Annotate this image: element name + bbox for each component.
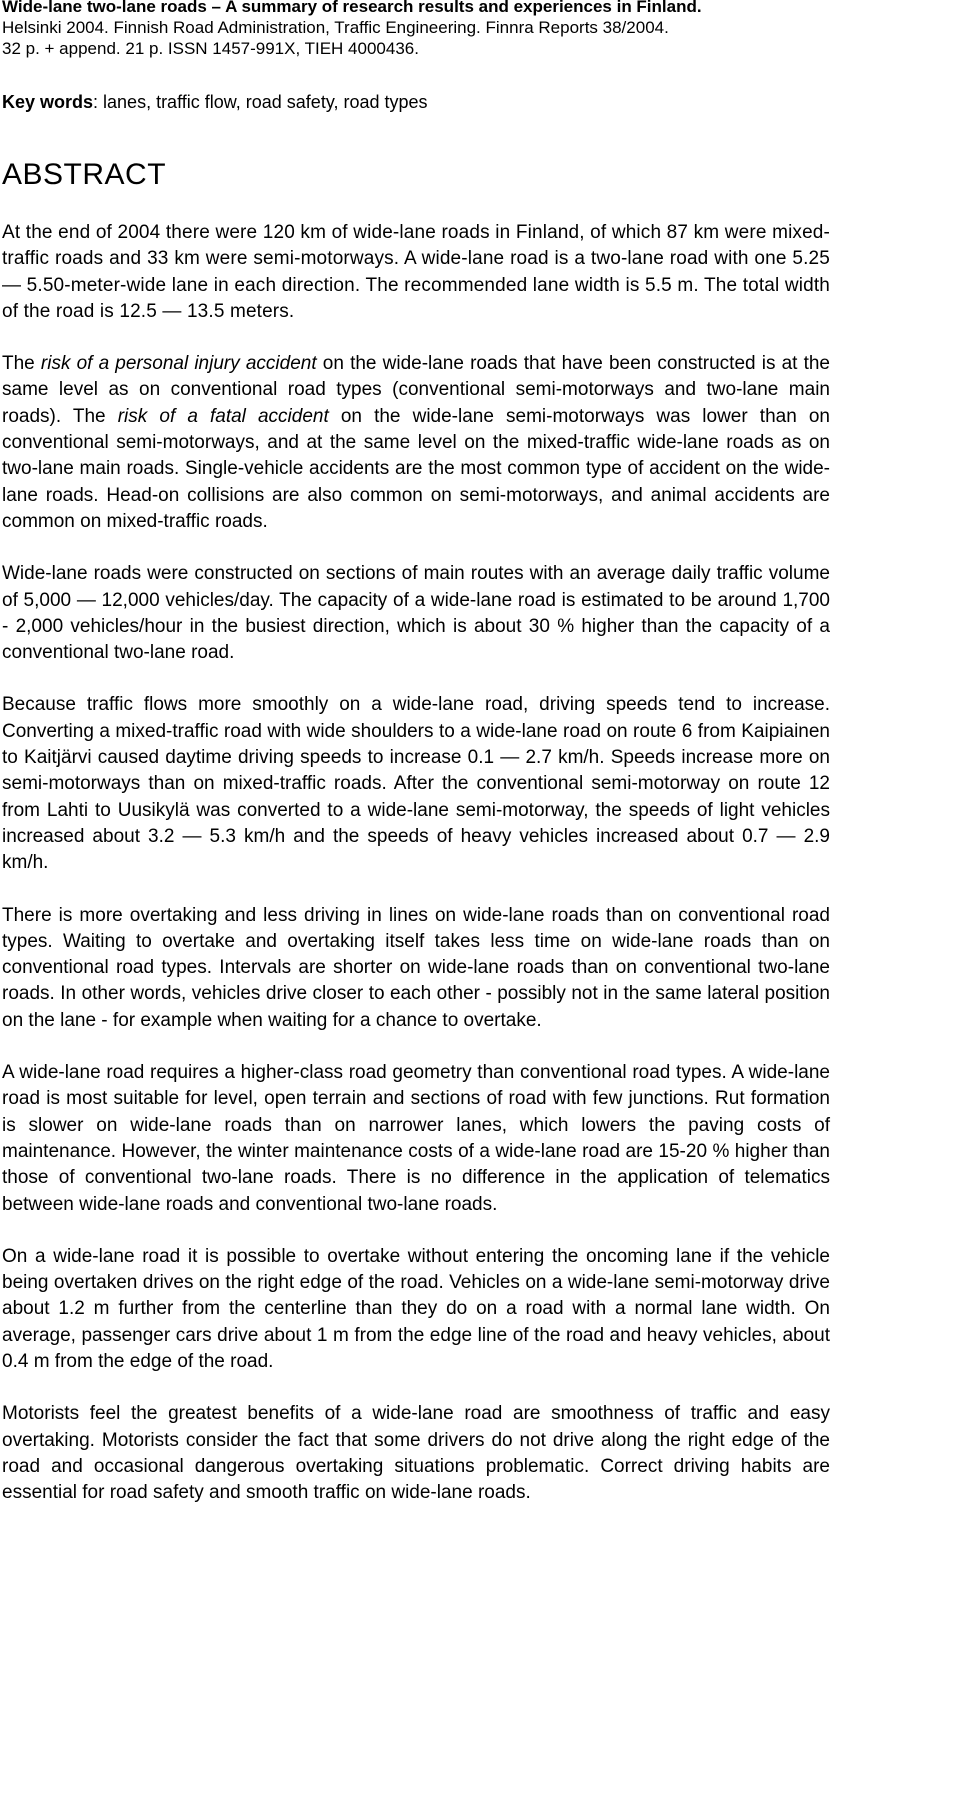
paragraph-traffic-capacity: Wide-lane roads were constructed on sections of main routes with an average daily traffic volume of 5,000 — 12,000 vehicles/day. The capacity of a wide-lane road is estimated to be around 1,700 - 2,000 vehicles/hour in the busiest direction, which is about 30 % higher than the capacity of a conventional two-lane road. <box>2 563 830 664</box>
publication-identifiers: 32 p. + append. 21 p. ISSN 1457-991X, TIEH 4000436. <box>2 39 419 58</box>
keywords-label: Key words <box>2 92 94 112</box>
keywords-list: : lanes, traffic flow, road safety, road types <box>93 92 428 112</box>
emphasis-injury-risk: risk of a personal injury accident <box>40 353 317 375</box>
paragraph-motorist-opinions: Motorists feel the greatest benefits of a wide-lane road are smoothness of traffic and easy overtaking. Motorists consider the fact that some drivers do not drive along the right edge of the road and occasional dangerous overtaking situations problematic. Correct driving habits are essential for road safety and smooth traffic on wide-lane roads. <box>2 1403 830 1504</box>
text-segment: on the wide-lane semi-motorways was lower than on conventional semi-motorways, and at the same level on the mixed-traffic wide-lane roads as on two-lane main roads. Single-vehicle accidents are the most common type of accident on the wide-lane roads. Head-on collisions are also common on semi-motorways, and animal accidents are common on mixed-traffic roads. <box>2 405 830 532</box>
paragraph-road-geometry: A wide-lane road requires a higher-class road geometry than conventional road types. A wide-lane road is most suitable for level, open terrain and sections of road with few junctions. Rut formation is slower on wide-lane roads than on narrower lanes, which lowers the paving costs of maintenance. However, the winter maintenance costs of a wide-lane road are 15-20 % higher than those of conventional two-lane roads. There is no difference in the application of telematics between wide-lane roads and conventional two-lane roads. <box>2 1062 830 1215</box>
paragraph-road-lengths: At the end of 2004 there were 120 km of wide-lane roads in Finland, of which 87 km were mixed-traffic roads and 33 km were semi-motorways. A wide-lane road is a two-lane road with one 5.25 — 5.50-meter-wide lane in each direction. The recommended lane width is 5.5 m. The total width of the road is 12.5 — 13.5 meters. <box>2 222 830 322</box>
abstract-heading: ABSTRACT <box>2 158 167 191</box>
publication-details: Helsinki 2004. Finnish Road Administration, Traffic Engineering. Finnra Reports 38/2004. <box>2 18 669 37</box>
text-segment: The <box>2 353 41 375</box>
bibliographic-header <box>2 0 832 59</box>
paragraph-driving-speeds: Because traffic flows more smoothly on a wide-lane road, driving speeds tend to increase. Converting a mixed-traffic road with wide shoulders to a wide-lane road on route 6 from Kaipiainen to Kaitjärvi caused daytime driving speeds to increase 0.1 — 2.7 km/h. Speeds increase more on semi-motorways than on mixed-traffic roads. After the conventional semi-motorway on route 12 from Lahti to Uusikylä was converted to a wide-lane semi-motorway, the speeds of light vehicles increased about 3.2 — 5.3 km/h and the speeds of heavy vehicles increased about 0.7 — 2.9 km/h. <box>2 694 830 874</box>
emphasis-fatal-risk: risk of a fatal accident <box>117 405 329 427</box>
report-title: Wide-lane two-lane roads – A summary of research results and experiences in Finland. <box>2 0 702 16</box>
keywords-line <box>2 91 822 113</box>
text-segment: on the wide-lane roads that have been constructed is at the same level as on conventional road types (conventional semi-motorways and two-lane main roads). The <box>2 353 830 427</box>
paragraph-accident-risk <box>2 351 830 535</box>
paragraph-lateral-position: On a wide-lane road it is possible to overtake without entering the oncoming lane if the vehicle being overtaken drives on the right edge of the road. Vehicles on a wide-lane semi-motorway drive about 1.2 m further from the centerline than they do on a road with a normal lane width. On average, passenger cars drive about 1 m from the edge line of the road and heavy vehicles, about 0.4 m from the edge of the road. <box>2 1245 830 1372</box>
abstract-body <box>2 220 830 1532</box>
paragraph-overtaking: There is more overtaking and less driving in lines on wide-lane roads than on conventional road types. Waiting to overtake and overtaking itself takes less time on wide-lane roads than on conventional road types. Intervals are shorter on wide-lane roads than on conventional two-lane roads. In other words, vehicles drive closer to each other - possibly not in the same lateral position on the lane - for example when waiting for a chance to overtake. <box>2 904 830 1031</box>
